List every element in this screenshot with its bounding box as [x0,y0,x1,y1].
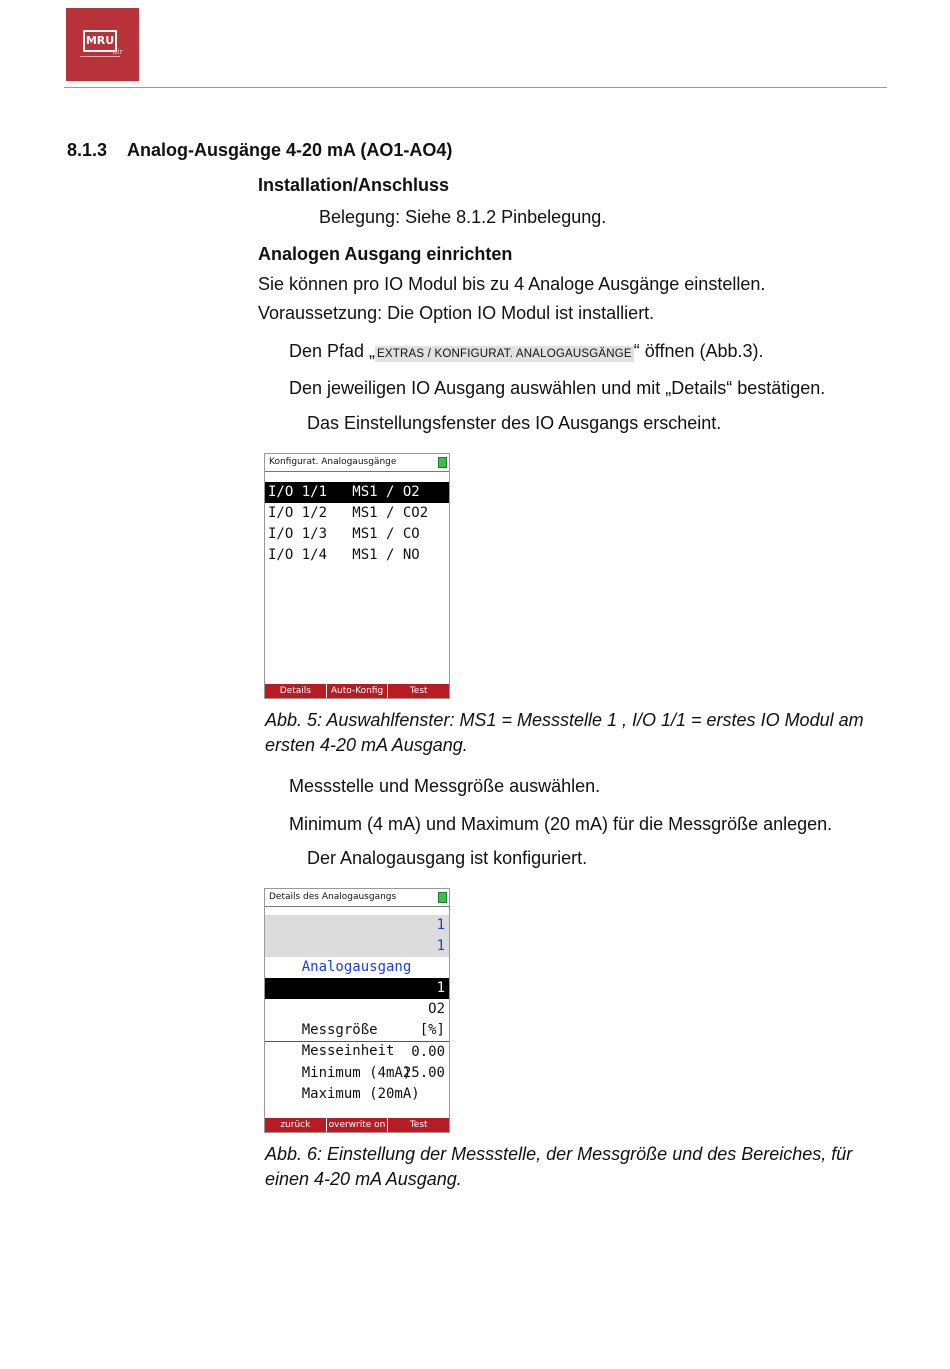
field-row[interactable] [265,999,449,1038]
info-row [265,936,449,975]
installation-heading: Installation/Anschluss [258,175,450,195]
back-softkey[interactable]: zurück [265,1118,327,1132]
logo-tagline: air [113,48,123,56]
screen-title [265,889,449,907]
output-row[interactable]: I/O 1/4 MS1 / NO [268,547,420,563]
step-set-range: Minimum (4 mA) und Maximum (20 mA) für die Messgröße anlegen. [289,814,833,834]
step-open-path [289,341,764,362]
field-row[interactable] [265,1063,449,1102]
screen-title-text: Details des Analogausgangs [269,892,397,902]
test-softkey[interactable]: Test [409,686,428,696]
device-screen-output-list [264,453,450,699]
figure-caption-5: Abb. 5: Auswahlfenster: MS1 = Messstelle 1 , I/O 1/1 = erstes IO Modul am ersten 4-20 mA Ausgang. [265,710,864,755]
installation-text: Belegung: Siehe 8.1.2 Pinbelegung. [319,207,607,227]
field-label: Messgröße [301,1022,378,1038]
field-label: Maximum (20mA) [301,1086,420,1102]
section-title: Analog-Ausgänge 4-20 mA (AO1-AO4) [127,140,453,160]
battery-icon [438,892,447,903]
setup-line-2: Voraussetzung: Die Option IO Modul ist installiert. [258,303,655,323]
field-value: 25.00 [402,1065,445,1081]
screen-title-text: Konfigurat. Analogausgänge [269,457,397,467]
step-select-output: Den jeweiligen IO Ausgang auswählen und mit „Details“ bestätigen. [289,378,826,398]
softkey-bar [265,684,449,698]
step-open-path-suffix: “ öffnen (Abb.3). [633,341,764,361]
step-select-point: Messstelle und Messgröße auswählen. [289,776,601,796]
logo-rule [80,56,120,57]
field-value: 0.00 [411,1044,445,1060]
header-divider [64,87,887,88]
field-label: Messstelle [301,1001,387,1017]
output-row[interactable]: I/O 1/1 MS1 / O2 [265,482,449,503]
field-value: 1 [436,980,445,996]
menu-path-tag: EXTRAS / KONFIGURAT. ANALOGAUSGÄNGE [377,348,632,360]
auto-config-softkey[interactable]: Auto-Konfig [327,684,389,698]
field-value: O2 [428,1001,445,1017]
info-value: 1 [436,917,445,933]
logo-wordmark: MRU [83,30,117,52]
section-heading [67,140,452,161]
test-softkey[interactable]: Test [409,1120,428,1130]
figure-caption-6: Abb. 6: Einstellung der Messstelle, der Messgröße und des Bereiches, für einen 4-20 mA Ausgang. [265,1144,853,1189]
device-screen-output-details [264,888,450,1133]
details-softkey[interactable]: Details [265,684,327,698]
result-configured: Der Analogausgang ist konfiguriert. [307,848,588,868]
info-value: 1 [436,938,445,954]
field-value: [%] [419,1022,445,1038]
field-label: Minimum (4mA) [301,1065,412,1081]
battery-icon [438,457,447,468]
output-row[interactable]: I/O 1/2 MS1 / CO2 [268,505,429,521]
company-logo [66,8,139,81]
info-row [265,915,449,936]
screen-title [265,454,449,472]
softkey-bar [265,1118,449,1132]
output-row[interactable]: I/O 1/3 MS1 / CO [268,526,420,542]
overwrite-softkey[interactable]: overwrite on [327,1118,389,1132]
result-settings-window: Das Einstellungsfenster des IO Ausgangs erscheint. [307,413,722,433]
setup-line-1: Sie können pro IO Modul bis zu 4 Analoge Ausgänge einstellen. [258,274,766,294]
section-number: 8.1.3 [67,140,108,160]
step-open-path-prefix: Den Pfad „ [289,341,376,361]
setup-heading: Analogen Ausgang einrichten [258,244,513,264]
field-label: Messeinheit [301,1043,395,1059]
info-label: Analogausgang [301,959,412,975]
